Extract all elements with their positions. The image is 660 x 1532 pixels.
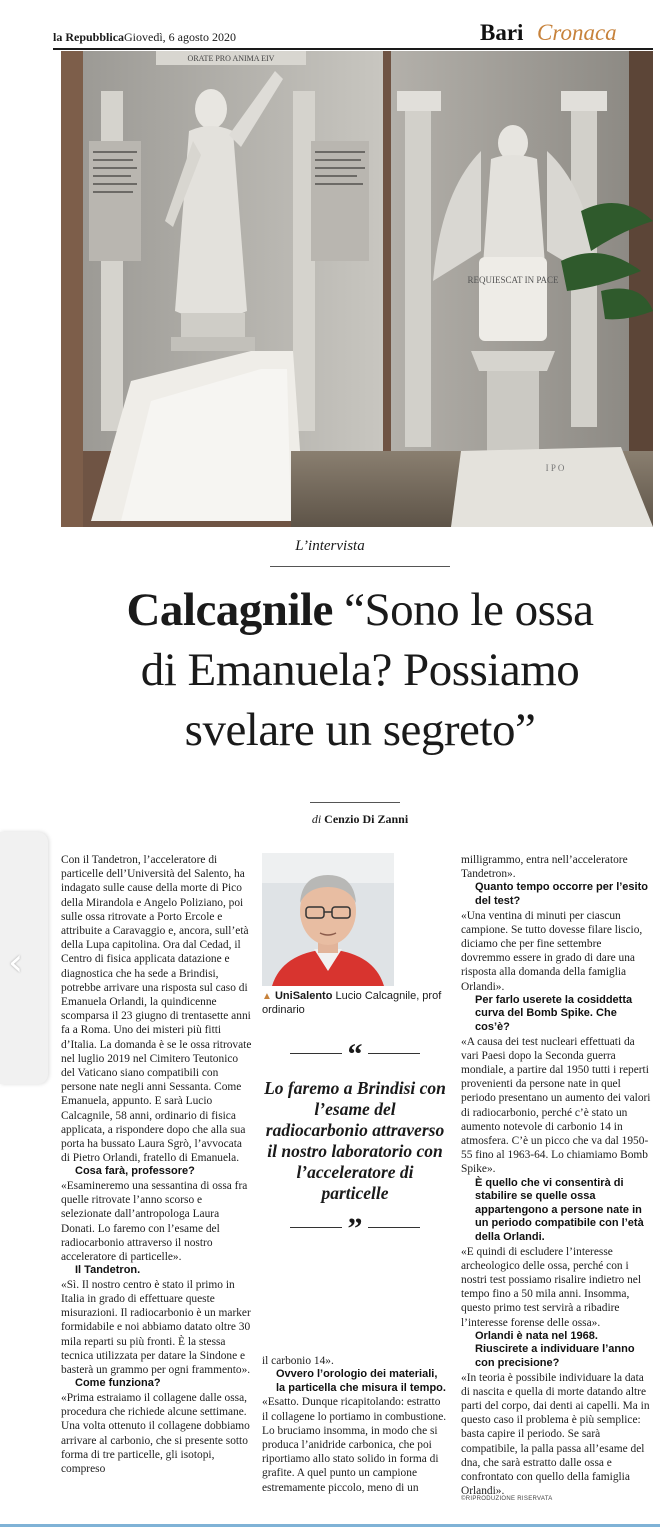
quote-close-ornament: [262, 1212, 448, 1245]
interview-answer: «Esamineremo una sessantina di ossa fra quelle ritrovate l’anno scorso e selezionate dall’antropologa Laura Donati. Lo faremo con l’esame del radiocarbonio attraverso il nostro acceleratore di particelle».: [61, 1180, 248, 1264]
issue-date: Giovedì, 6 agosto 2020: [124, 30, 236, 44]
interview-answer: «Sì. Il nostro centro è stato il primo in Italia in grado di effettuare queste misurazioni. Il radiocarbonio è un marker formidabile e noi abbiamo datato oltre 30 mila reparti su più fronti. È la stessa tecnica utilizzata per datare la Sindone e basterà un grammo per ogni frammento».: [61, 1278, 251, 1377]
angel-plaque-text: REQUIESCAT IN PACE: [467, 275, 559, 285]
intro-paragraph: Con il Tandetron, l’acceleratore di particelle dell’Università del Salento, ha indagato sulle cause della morte di Pico della Mirandola e Angelo Poliziano, poi sulle ossa ritrovate a Porto Ercole e attribuite a Caravaggio e, ancora, sull’età della Lupa capitolina. Ora dal Cedad, il Centro di fisica applicata datazione e diagnostica che ha sede a Brindisi, potrebbe arrivare una risposta sul caso di Emanuela Orlandi, la quindicenne scomparsa il 23 giugno di trentasette anni fa a Roma. Uno dei misteri più fitti d’Italia. La domanda è se le ossa ritrovate nel luglio 2019 nel Cimitero Teutonico del Vaticano siano compatibili con persone nate negli anni Sessanta. Come Emanuela, appunto. E sarà Lucio Calcagnile, 58 anni, ordinario di fisica applicata, a rispondere dopo che alla sua porta ha bussato Laura Sgrò, l’avvocata di Pietro Orlandi, fratello di Emanuela.: [61, 854, 252, 1165]
headline-line2: di Emanuela? Possiamo: [140, 644, 580, 696]
portrait-illustration: [262, 853, 394, 986]
page-header: [0, 0, 660, 50]
interview-answer: «Prima estraiamo il collagene dalle ossa, procedura che richiede alcune settimane. Una volta ottenuto il collagene dobbiamo arrivare al carbonio, che si presente sotto forma di tre particelle, gli isotopi, compreso: [61, 1391, 250, 1475]
section-name: Cronaca: [537, 20, 617, 45]
caption-arrow-icon: ▲: [262, 991, 272, 1002]
caption-text: Lucio Calcagnile, prof ordinario: [262, 990, 442, 1016]
interview-question: Orlandi è nata nel 1968. Riuscirete a individuare l’anno con precisione?: [475, 1329, 635, 1369]
caption-org: UniSalento: [274, 990, 333, 1002]
continued-text: il carbonio 14».: [262, 1355, 334, 1367]
interview-answer: «In teoria è possibile individuare la data di nascita e quella di morte datando altre parti del corpo, dai denti ai capelli. Ma in questo caso il problema è più semplice: basta capire il periodo. Se sarà compatibile, la palla passa all’esame del dna, che sarà estratto dalle ossa e confrontato con quello della famiglia Orlandi».: [461, 1371, 650, 1498]
article-kicker: L’intervista: [295, 538, 365, 554]
article-column-1: [61, 853, 252, 1476]
chevron-left-icon: ‹: [8, 940, 24, 984]
interview-answer: «Esatto. Dunque ricapitolando: estratto il collagene lo portiamo in combustione. Lo bruciamo insomma, in modo che si produca l’anidride carbonica, che poi riportiamo allo stato solido in forma di grafite. A quel punto un campione estremamente piccolo, meno di un: [262, 1396, 447, 1494]
quote-open-ornament: [262, 1038, 448, 1071]
interview-answer: «A causa dei test nucleari effettuati da vari Paesi dopo la Seconda guerra mondiale, a partire dal 1950 tutti i reperti provenienti da persone nate in quel periodo presentano un aumento dei valori di radiocarbonio, perché c’è stato un aumento notevole di carbonio 14 in atmosfera. C’è un picco che va dal 1950-55 fino al 1963-64. Lo chiamiamo Bomb Spike».: [461, 1035, 651, 1176]
header-rule: [53, 48, 653, 50]
interview-question: Come funziona?: [75, 1377, 161, 1390]
pull-quote-block: [262, 1038, 448, 1245]
previous-page-button[interactable]: [0, 832, 48, 1084]
top-inscription: ORATE PRO ANIMA EIV: [187, 54, 275, 63]
interview-question: È quello che vi consentirà di stabilire se quelle ossa appartengono a persone nate in un periodo compatibile con l’età della Orlandi.: [475, 1176, 644, 1243]
copyright-notice: ©RIPRODUZIONE RISERVATA: [461, 1496, 553, 1502]
headline-line3: svelare un segreto”: [184, 704, 536, 756]
continued-text: milligrammo, entra nell’acceleratore Tandetron».: [461, 854, 628, 881]
edition-city: Bari: [480, 20, 524, 45]
tomb-photo-illustration: [61, 51, 653, 527]
interview-answer: «E quindi di escludere l’interesse archeologico delle ossa, perché con i nostri test possiamo risalire indietro nel tempo fino a 50 mila anni. Insomma, questo primo test servirà a ribadire l’interesse forense delle ossa».: [461, 1245, 642, 1329]
article-column-2: [262, 1354, 448, 1495]
article-column-3: [461, 853, 653, 1498]
interview-answer: «Una ventina di minuti per ciascun campione. Se tutto dovesse filare liscio, diciamo che per fine settembre dovremmo essere in grado di dare una risposta alla domanda della famiglia Orlandi».: [461, 909, 643, 993]
portrait-photo: [262, 853, 394, 986]
interview-question: Quanto tempo occorre per l’esito del test?: [475, 881, 648, 907]
article-headline: [40, 580, 660, 760]
quote-open-mark: “: [347, 1038, 363, 1071]
newspaper-name: la Repubblica: [53, 30, 125, 44]
footer-rule: [0, 1524, 660, 1527]
tomb-photo: [61, 51, 653, 527]
byline: [0, 812, 660, 827]
kicker-rule: [270, 566, 450, 567]
byline-author: Cenzio Di Zanni: [324, 812, 409, 826]
pull-quote-text: Lo faremo a Brindisi con l’esame del radiocarbonio attraverso il nostro laboratorio con l’acceleratore di particelle: [264, 1078, 446, 1203]
portrait-caption: [262, 990, 448, 1017]
floor-slab-text: I P O: [545, 463, 565, 473]
interview-question: Il Tandetron.: [75, 1264, 141, 1277]
quote-close-mark: ”: [347, 1212, 363, 1245]
interview-question: Cosa farà, professore?: [75, 1165, 195, 1178]
headline-name: Calcagnile: [126, 584, 333, 636]
interview-question: Per farlo userete la cosiddetta curva del Bomb Spike. Che cos’è?: [475, 993, 633, 1033]
byline-rule: [310, 802, 400, 803]
interview-question: Ovvero l’orologio dei materiali, la particella che misura il tempo.: [276, 1368, 446, 1394]
headline-line1-rest: “Sono le ossa: [332, 584, 594, 636]
byline-prefix: di: [311, 812, 322, 826]
